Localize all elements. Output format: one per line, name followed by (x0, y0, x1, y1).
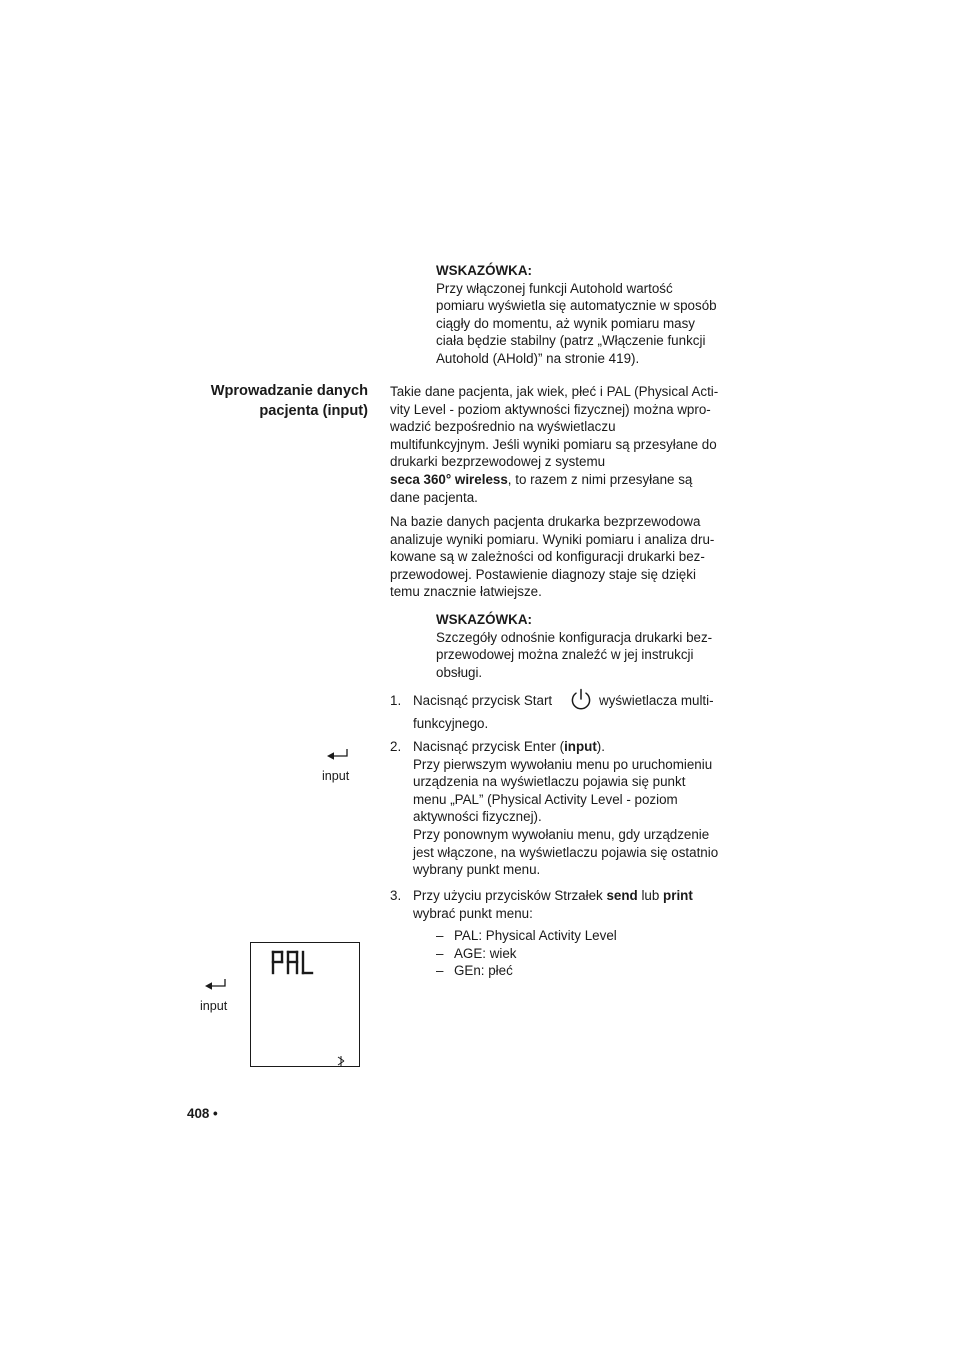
lcd-display (250, 942, 360, 1067)
section-heading-line-2: pacjenta (input) (259, 403, 368, 419)
enter-key-icon (326, 748, 350, 762)
hint-2-line: obsługi. (436, 664, 483, 680)
step-3-text: lub (637, 888, 664, 903)
hint-1-line: Przy włączonej funkcji Autohold wartość (436, 280, 673, 296)
product-name: seca 360° wireless (390, 471, 508, 487)
hint-1-line: ciała będzie stabilny (patrz „Włączenie funkcji (436, 333, 706, 349)
hint-2-line: przewodowej można znaleźć w jej instrukcji (436, 647, 694, 663)
menu-item: – AGE: wiek (436, 946, 517, 961)
menu-item: – PAL: Physical Activity Level (436, 928, 617, 943)
step-2 (413, 738, 735, 879)
enter-key-icon (204, 978, 228, 992)
power-icon (569, 688, 593, 712)
step-3-number: 3. (390, 888, 402, 903)
paragraph-line: drukarki bezprzewodowej z systemu (390, 454, 606, 470)
step-1-text-after: wyświetlacza multi- (599, 693, 714, 708)
step-2-line: Przy pierwszym wywołaniu menu po uruchomieniu (413, 756, 713, 772)
step-3-line-2: wybrać punkt menu: (413, 905, 533, 921)
paragraph-line: vity Level - poziom aktywności fizycznej) można wpro- (390, 401, 711, 417)
step-3-first-line (413, 887, 735, 905)
step-3-text: Przy użyciu przycisków Strzałek (413, 888, 607, 903)
hint-2 (436, 611, 736, 681)
hint-2-line: Szczegóły odnośnie konfiguracja drukarki bez- (436, 629, 713, 645)
lcd-segment-text (251, 943, 359, 1066)
section-heading-line-1: Wprowadzanie danych (210, 383, 368, 399)
step-2-line: wybrany punkt menu. (413, 862, 541, 878)
page-number: 408 • (187, 1106, 218, 1121)
print-keyword: print (663, 888, 693, 903)
step-2-number: 2. (390, 739, 402, 754)
paragraph-2 (390, 513, 740, 601)
step-2-first-line (413, 738, 735, 756)
step-2-line: urządzenia na wyświetlaczu pojawia się punkt (413, 774, 686, 790)
hint-1-line: pomiaru wyświetla się automatycznie w sposób (436, 298, 717, 314)
paragraph-line: analizuje wyniki pomiaru. Wyniki pomiaru i analiza dru- (390, 531, 715, 547)
paragraph-line: kowane są w zależności od konfiguracji drukarki bez- (390, 549, 705, 565)
step-1-text: Nacisnąć przycisk Start (413, 693, 553, 708)
hint-1-line: Autohold (AHold)” na stronie 419). (436, 350, 640, 366)
paragraph-line: Na bazie danych pacjenta drukarka bezprzewodowa (390, 514, 701, 529)
paragraph-text: , to razem z nimi przesyłane są (507, 471, 693, 487)
step-1-number: 1. (390, 693, 402, 708)
hint-1-line: ciągły do momentu, aż wynik pomiaru masy (436, 315, 695, 331)
hint-1 (436, 262, 736, 368)
step-3 (413, 887, 735, 922)
step-2-line: aktywności fizycznej). (413, 809, 542, 825)
input-key-label: input (200, 999, 228, 1013)
step-2-line: menu „PAL” (Physical Activity Level - poziom (413, 791, 678, 807)
input-key-label: input (322, 769, 350, 783)
step-2-line: jest włączone, na wyświetlaczu pojawia się ostatnio (413, 844, 719, 860)
hint-2-title: WSKAZÓWKA: (436, 612, 532, 627)
paragraph-line: temu znacznie łatwiejsze. (390, 584, 542, 600)
paragraph-line: wadzić bezpośrednio na wyświetlaczu (390, 419, 616, 435)
paragraph-line (390, 471, 740, 489)
section-heading (150, 381, 368, 421)
step-2-text: ). (596, 739, 605, 754)
paragraph-line: przewodowej. Postawienie diagnozy staje się dzięki (390, 566, 696, 582)
paragraph-line: Takie dane pacjenta, jak wiek, płeć i PAL (Physical Acti- (390, 384, 719, 399)
send-keyword: send (606, 888, 638, 903)
step-2-line: Przy ponownym wywołaniu menu, gdy urządzenie (413, 826, 710, 842)
step-2-text: Nacisnąć przycisk Enter ( (413, 739, 565, 754)
step-1-line-2: funkcyjnego. (413, 716, 489, 731)
paragraph-line: multifunkcyjnym. Jeśli wyniki pomiaru są przesyłane do (390, 436, 717, 452)
hint-1-title: WSKAZÓWKA: (436, 263, 532, 278)
menu-item: – GEn: płeć (436, 963, 513, 978)
input-keyword: input (564, 739, 597, 754)
paragraph-1 (390, 383, 740, 506)
paragraph-line: dane pacjenta. (390, 489, 478, 505)
